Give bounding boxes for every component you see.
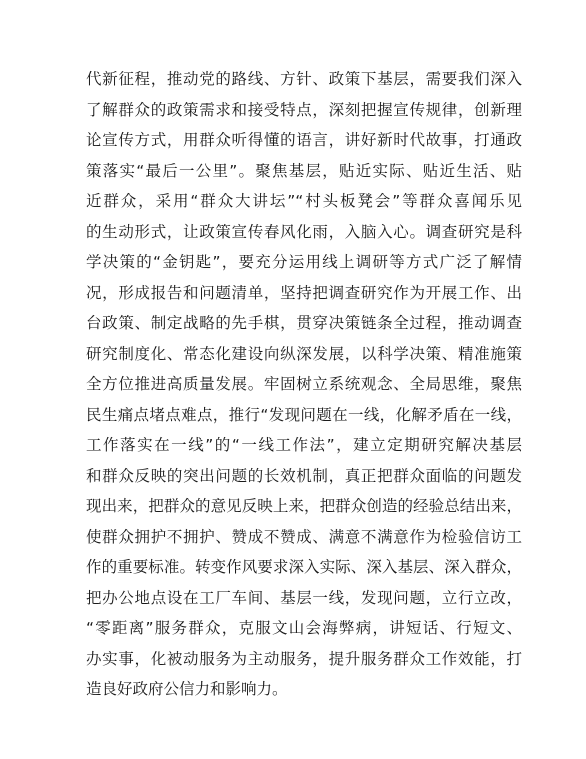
paragraph-line: “零距离”服务群众，克服文山会海弊病，讲短话、行短文、 <box>86 619 522 637</box>
paragraph-line: 办实事，化被动服务为主动服务，提升服务群众工作效能，打 <box>86 649 522 668</box>
paragraph-line: 现出来，把群众的意见反映上来，把群众创造的经验总结出来， <box>86 497 522 515</box>
paragraph-line: 研究制度化、常态化建设向纵深发展，以科学决策、精准施策 <box>86 344 522 363</box>
paragraph-line: 的生动形式，让政策宣传春风化雨，入脑入心。调查研究是科 <box>86 222 522 241</box>
paragraph-line: 策落实“最后一公里”。聚焦基层，贴近实际、贴近生活、贴 <box>86 161 522 180</box>
paragraph-line: 学决策的“金钥匙”，要充分运用线上调研等方式广泛了解情 <box>86 253 522 271</box>
paragraph-line: 全方位推进高质量发展。牢固树立系统观念、全局思维，聚焦 <box>86 375 522 393</box>
paragraph-line: 代新征程，推动党的路线、方针、政策下基层，需要我们深入 <box>86 70 522 88</box>
paragraph-line: 使群众拥护不拥护、赞成不赞成、满意不满意作为检验信访工 <box>86 527 522 546</box>
paragraph-line: 了解群众的政策需求和接受特点，深刻把握宣传规律，创新理 <box>86 100 522 119</box>
paragraph-line: 工作落实在一线”的“一线工作法”，建立定期研究解决基层 <box>86 436 522 454</box>
paragraph-line: 论宣传方式，用群众听得懂的语言，讲好新时代故事，打通政 <box>86 131 522 149</box>
paragraph-line: 台政策、制定战略的先手棋，贯穿决策链条全过程，推动调查 <box>86 314 522 332</box>
body-paragraph <box>86 64 522 705</box>
paragraph-line: 况，形成报告和问题清单，坚持把调查研究作为开展工作、出 <box>86 283 522 302</box>
paragraph-line-last: 造良好政府公信力和影响力。 <box>86 680 288 698</box>
paragraph-line: 和群众反映的突出问题的长效机制，真正把群众面临的问题发 <box>86 466 522 485</box>
paragraph-line: 把办公地点设在工厂车间、基层一线，发现问题，立行立改， <box>86 588 522 607</box>
paragraph-line: 民生痛点堵点难点，推行“发现问题在一线，化解矛盾在一线， <box>86 405 522 424</box>
paragraph-line: 作的重要标准。转变作风要求深入实际、深入基层、深入群众， <box>86 558 522 576</box>
paragraph-line: 近群众，采用“群众大讲坛”“村头板凳会”等群众喜闻乐见 <box>86 192 522 210</box>
